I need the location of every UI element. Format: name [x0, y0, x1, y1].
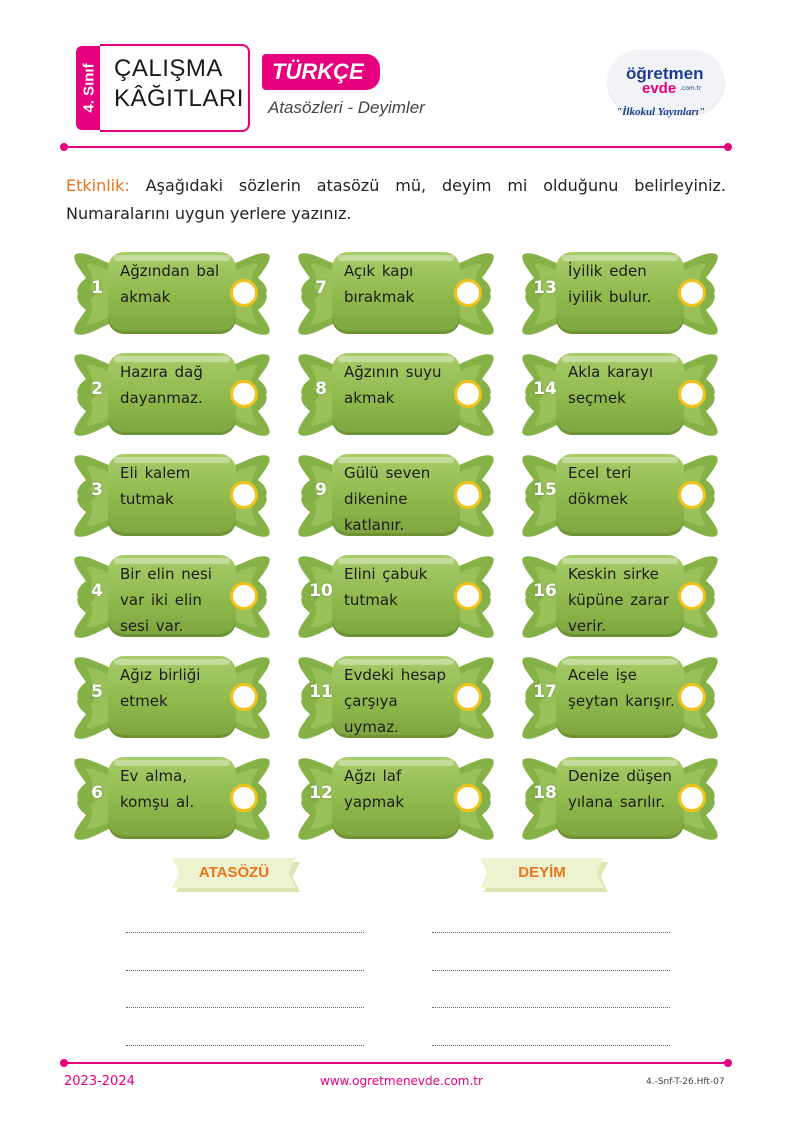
candy-item-3 [72, 450, 272, 540]
answer-circle[interactable] [454, 279, 482, 307]
candy-item-2 [72, 349, 272, 439]
header-divider [64, 146, 728, 148]
candy-item-15 [520, 450, 720, 540]
candy-text: Keskin sirke küpüne zarar verir. [568, 565, 669, 635]
candy-number: 1 [91, 278, 103, 298]
candy-text: Eli kalem tutmak [120, 464, 191, 508]
candy-number: 5 [91, 682, 103, 702]
candy-text: Ağzı laf yapmak [344, 767, 405, 811]
deyim-answer-line[interactable] [432, 970, 670, 971]
instruction [66, 172, 726, 228]
deyim-answer-line[interactable] [432, 1045, 670, 1046]
candy-number: 12 [309, 783, 333, 803]
candy-text: Gülü seven dikenine katlanır. [344, 464, 431, 534]
candy-item-14 [520, 349, 720, 439]
candy-text: Bir elin nesi var iki elin sesi var. [120, 565, 212, 635]
candy-text: Evdeki hesap çarşıya uymaz. [344, 666, 446, 736]
candy-number: 11 [309, 682, 333, 702]
answer-circle[interactable] [230, 582, 258, 610]
candy-text: Açık kapı bırakmak [344, 262, 415, 306]
candy-item-6 [72, 753, 272, 843]
logo-word-1: öğretmen [626, 64, 704, 83]
candy-text: Elini çabuk tutmak [344, 565, 428, 609]
candy-number: 14 [533, 379, 557, 399]
candy-number: 10 [309, 581, 333, 601]
atasozu-label: ATASÖZÜ [198, 864, 270, 881]
candy-text: Ağzından bal akmak [120, 262, 220, 306]
candy-number: 3 [91, 480, 103, 500]
candy-item-18 [520, 753, 720, 843]
candy-item-9 [296, 450, 496, 540]
grade-label: 4. Sınıf [80, 63, 98, 113]
logo-tagline: "İlkokul Yayınları" [616, 106, 705, 118]
logo-domain: .com.tr [680, 85, 702, 92]
answer-circle[interactable] [454, 380, 482, 408]
candy-number: 9 [315, 480, 327, 500]
answer-circle[interactable] [678, 279, 706, 307]
instruction-text: Aşağıdaki sözlerin atasözü mü, deyim mi olduğunu belirleyiniz. Numaralarını uygun yerlere yazınız. [66, 176, 726, 223]
deyim-label: DEYİM [518, 864, 566, 881]
candy-number: 2 [91, 379, 103, 399]
candy-text: Ecel teri dökmek [568, 464, 632, 508]
candy-item-17 [520, 652, 720, 742]
answer-circle[interactable] [678, 683, 706, 711]
answer-circle[interactable] [454, 784, 482, 812]
candy-item-4 [72, 551, 272, 641]
candy-text: Hazıra dağ dayanmaz. [120, 363, 203, 407]
answer-circle[interactable] [230, 279, 258, 307]
candy-item-10 [296, 551, 496, 641]
answer-circle[interactable] [678, 481, 706, 509]
answer-circle[interactable] [454, 582, 482, 610]
candy-item-12 [296, 753, 496, 843]
candy-number: 18 [533, 783, 557, 803]
topic-subtitle: Atasözleri - Deyimler [268, 98, 425, 117]
candy-item-16 [520, 551, 720, 641]
candy-number: 15 [533, 480, 557, 500]
candy-text: Denize düşen yılana sarılır. [568, 767, 672, 811]
atasozu-ribbon [172, 858, 296, 888]
candy-text: Ağzının suyu akmak [344, 363, 442, 407]
answer-circle[interactable] [230, 380, 258, 408]
candy-number: 6 [91, 783, 103, 803]
atasozu-answer-line[interactable] [126, 970, 364, 971]
atasozu-answer-line[interactable] [126, 1045, 364, 1046]
candy-item-1 [72, 248, 272, 338]
candy-item-7 [296, 248, 496, 338]
subject-badge: TÜRKÇE [262, 54, 380, 90]
title-line-2: KÂĞITLARI [114, 85, 244, 112]
answer-circle[interactable] [230, 784, 258, 812]
footer-year: 2023-2024 [64, 1074, 135, 1089]
publisher-logo [604, 44, 728, 128]
candy-number: 16 [533, 581, 557, 601]
answer-circle[interactable] [230, 481, 258, 509]
answer-circle[interactable] [678, 582, 706, 610]
candy-number: 13 [533, 278, 557, 298]
answer-circle[interactable] [678, 380, 706, 408]
title-line-1: ÇALIŞMA [114, 55, 223, 82]
candy-number: 4 [91, 581, 103, 601]
candy-number: 17 [533, 682, 557, 702]
answer-circle[interactable] [230, 683, 258, 711]
answer-circle[interactable] [454, 481, 482, 509]
candy-text: Ağız birliği etmek [120, 666, 201, 710]
candy-item-13 [520, 248, 720, 338]
candy-item-11 [296, 652, 496, 742]
atasozu-answer-line[interactable] [126, 932, 364, 933]
candy-text: Ev alma, komşu al. [120, 767, 195, 811]
deyim-answer-line[interactable] [432, 1007, 670, 1008]
answer-circle[interactable] [678, 784, 706, 812]
atasozu-answer-line[interactable] [126, 1007, 364, 1008]
footer-website[interactable]: www.ogretmenevde.com.tr [320, 1074, 483, 1088]
footer-code: 4.-Snf-T-26.Hft-07 [646, 1077, 725, 1087]
grade-tab [76, 46, 102, 130]
answer-circle[interactable] [454, 683, 482, 711]
candy-text: Acele işe şeytan karışır. [568, 666, 675, 710]
candy-item-5 [72, 652, 272, 742]
candy-number: 8 [315, 379, 327, 399]
logo-word-2: evde [642, 80, 677, 97]
deyim-ribbon [480, 858, 604, 888]
candy-text: İyilik eden iyilik bulur. [568, 262, 652, 306]
candy-item-8 [296, 349, 496, 439]
candy-text: Akla karayı seçmek [568, 363, 654, 407]
title-box [100, 44, 250, 132]
deyim-answer-line[interactable] [432, 932, 670, 933]
instruction-label: Etkinlik: [66, 176, 130, 195]
footer-divider [64, 1062, 728, 1064]
candy-number: 7 [315, 278, 327, 298]
